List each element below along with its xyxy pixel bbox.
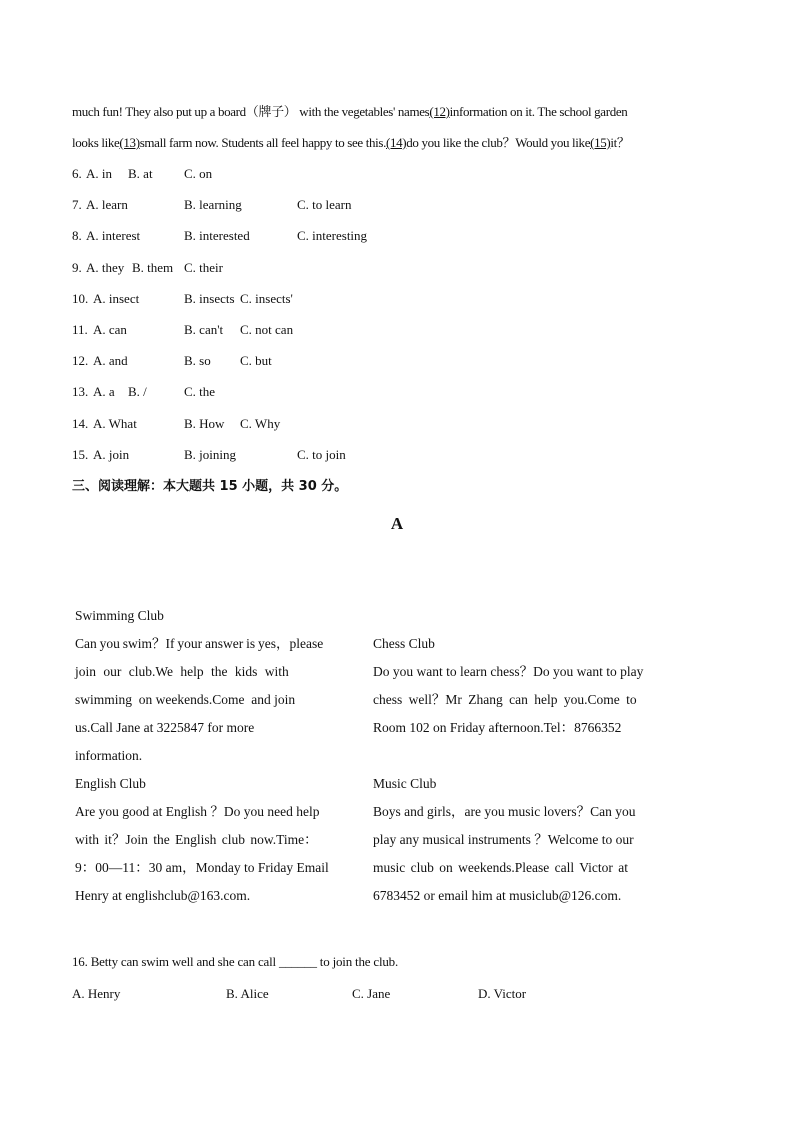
question-16-stem: 16. Betty can swim well and she can call ______ to join the club.: [72, 954, 399, 969]
question-number: 13.: [72, 384, 89, 399]
notice-line: play any musical instruments ？Welcome to our: [373, 832, 634, 847]
q16-option-c: C. Jane: [352, 986, 391, 1001]
question-number: 10.: [72, 291, 89, 306]
english-club-notice: [75, 770, 367, 910]
option-a: A. insect: [93, 291, 140, 306]
option-c: C. interesting: [297, 228, 368, 243]
q16-option-d: D. Victor: [478, 986, 527, 1001]
option-b: B. learning: [184, 197, 242, 212]
option-a: A. can: [93, 322, 127, 337]
option-c: C. not can: [240, 322, 294, 337]
option-c: C. to join: [297, 447, 346, 462]
blank-13: (13): [119, 135, 140, 150]
option-b: B. at: [128, 166, 153, 181]
option-b: B. interested: [184, 228, 250, 243]
passage-label: A: [390, 514, 404, 533]
option-c: C. to learn: [297, 197, 352, 212]
option-c: C. Why: [240, 416, 281, 431]
question-number: 14.: [72, 416, 89, 431]
option-c: C. but: [240, 353, 272, 368]
club-title: Music Club: [373, 776, 437, 791]
blank-14: (14): [386, 135, 407, 150]
music-club-notice: [373, 770, 693, 910]
question-number: 15.: [72, 447, 89, 462]
option-a: A. they: [86, 260, 125, 275]
option-a: A. learn: [86, 197, 128, 212]
cloze-text: much fun! They also put up a board（牌子） with the vegetables' names: [72, 104, 430, 119]
option-b: B. can't: [184, 322, 224, 337]
question-number: 8.: [72, 228, 82, 243]
question-number: 6.: [72, 166, 82, 181]
option-a: A. What: [93, 416, 137, 431]
notice-line: information.: [75, 748, 143, 763]
blank-12: (12): [429, 104, 450, 119]
cloze-text: do you like the club？Would you like: [406, 135, 591, 150]
q16-option-a: A. Henry: [72, 986, 121, 1001]
notice-line: 6783452 or email him at musiclub@126.com.: [373, 888, 622, 903]
option-a: A. interest: [86, 228, 141, 243]
notice-line: with it？Join the English club now.Time：: [75, 832, 318, 847]
blank-15: (15): [590, 135, 611, 150]
question-number: 9.: [72, 260, 82, 275]
club-title: Swimming Club: [75, 608, 164, 623]
chess-club-notice: [373, 630, 703, 742]
option-b: B. joining: [184, 447, 237, 462]
option-c: C. their: [184, 260, 223, 275]
cloze-text: it？: [610, 135, 630, 150]
cloze-text: small farm now. Students all feel happy to see this.: [139, 135, 387, 150]
q16-option-b: B. Alice: [226, 986, 269, 1001]
option-a: A. in: [86, 166, 112, 181]
option-c: C. on: [184, 166, 213, 181]
swimming-club-notice: [75, 602, 367, 770]
notice-line: Room 102 on Friday afternoon.Tel：8766352: [373, 720, 622, 735]
notice-line: us.Call Jane at 3225847 for more: [75, 720, 255, 735]
option-a: A. and: [93, 353, 128, 368]
option-b: B. /: [128, 384, 147, 399]
notice-line: Are you good at English ？Do you need help: [75, 804, 320, 819]
option-b: B. How: [184, 416, 225, 431]
club-title: English Club: [75, 776, 146, 791]
option-a: A. a: [93, 384, 115, 399]
notice-line: Boys and girls，are you music lovers？Can you: [373, 804, 636, 819]
notice-line: Henry at englishclub@163.com.: [75, 888, 251, 903]
notice-line: music club on weekends.Please call Victor at: [373, 860, 628, 875]
club-title: Chess Club: [373, 636, 435, 651]
question-number: 12.: [72, 353, 89, 368]
cloze-text: information on it. The school garden: [449, 104, 628, 119]
notice-line: Can you swim？If your answer is yes，please: [75, 636, 324, 651]
cloze-line-1: [72, 103, 627, 121]
notice-line: swimming on weekends.Come and join: [75, 692, 296, 707]
notice-line: chess well？Mr Zhang can help you.Come to: [373, 692, 637, 707]
section-heading: 三、阅读理解：本大题共 15 小题，共 30 分。: [72, 479, 348, 494]
cloze-text: looks like: [72, 135, 120, 150]
option-b: B. them: [132, 260, 174, 275]
cloze-line-2: [72, 134, 630, 152]
option-a: A. join: [93, 447, 130, 462]
notice-line: Do you want to learn chess？Do you want to play: [373, 664, 644, 679]
option-c: C. the: [184, 384, 216, 399]
question-number: 11.: [72, 322, 88, 337]
option-b: B. insects: [184, 291, 235, 306]
option-c: C. insects': [240, 291, 293, 306]
option-b: B. so: [184, 353, 211, 368]
notice-line: 9：00—11：30 am，Monday to Friday Email: [75, 860, 329, 875]
question-number: 7.: [72, 197, 82, 212]
notice-line: join our club.We help the kids with: [75, 664, 289, 679]
